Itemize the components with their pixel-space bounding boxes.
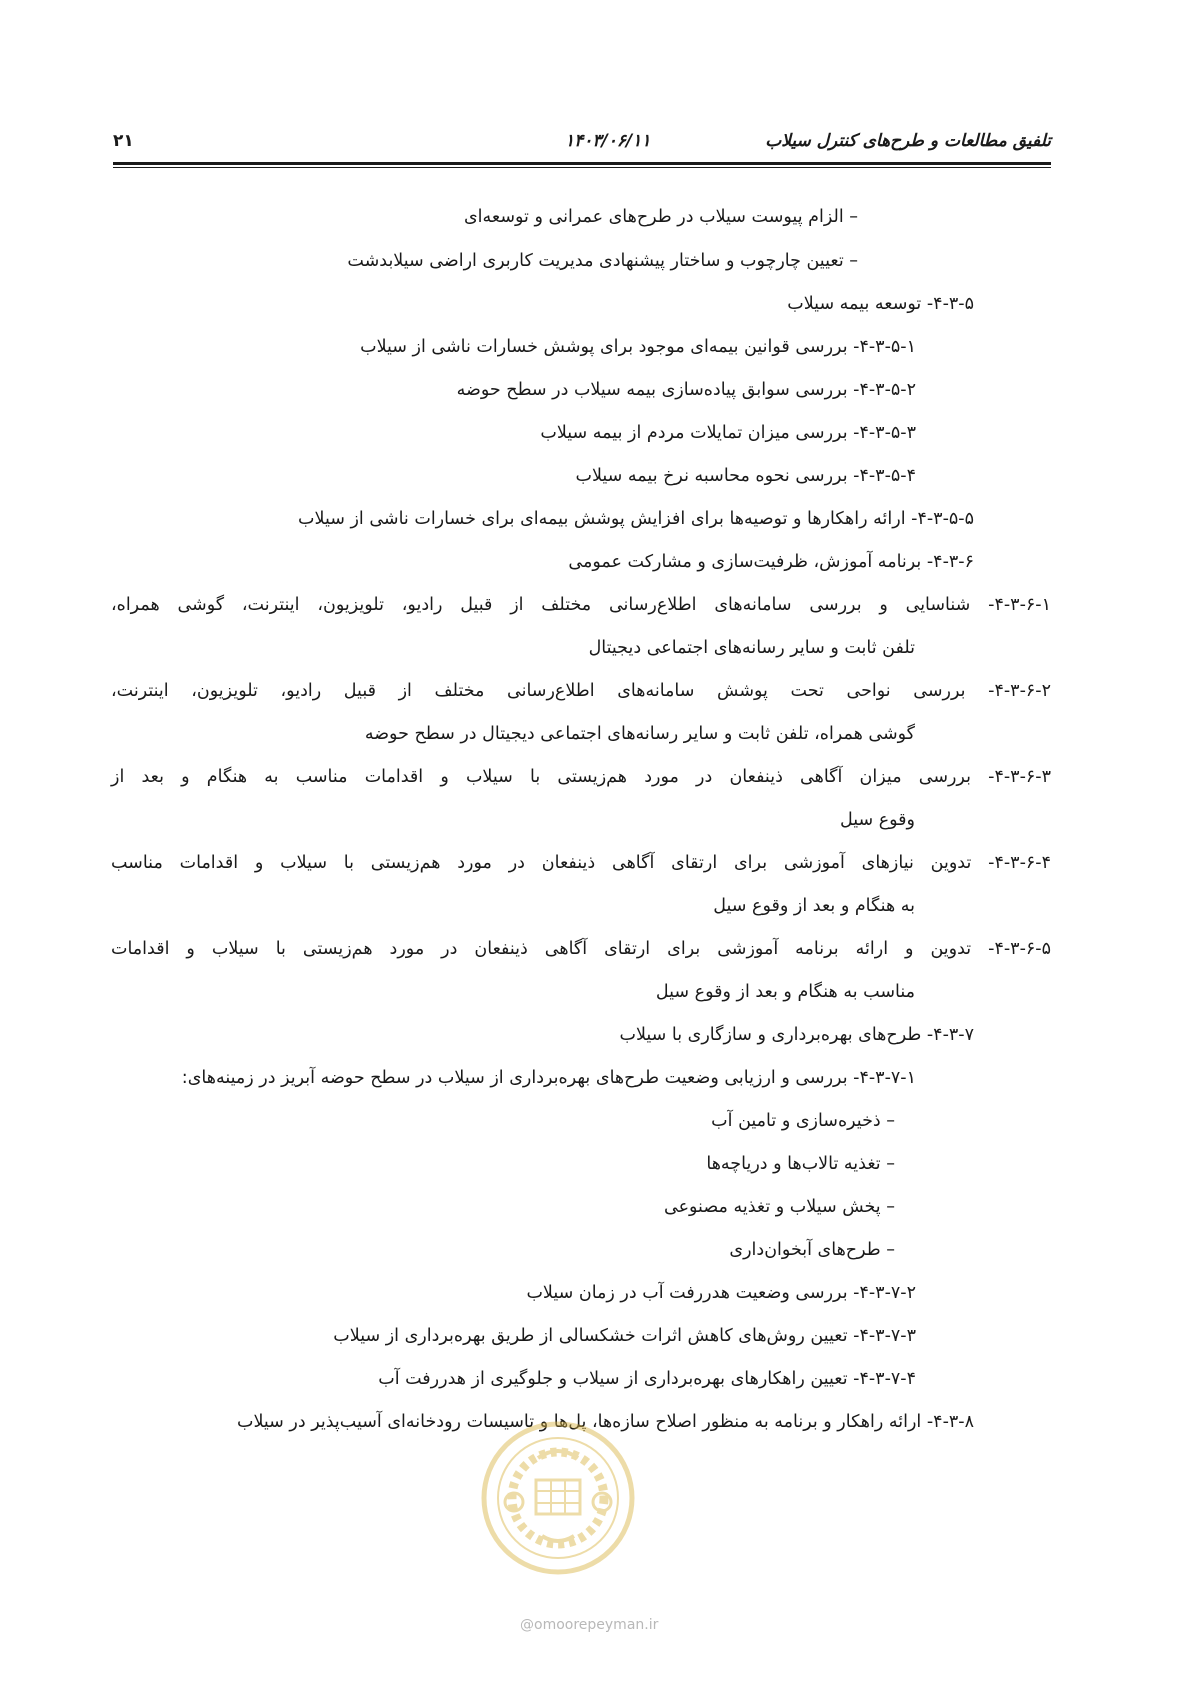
paragraph-line: مناسب به هنگام و بعد از وقوع سیل [655, 982, 915, 1002]
subsection-line: ۴-۳-۵-۲- بررسی سوابق پیاده‌سازی بیمه سیلاب در سطح حوضه [456, 380, 916, 400]
paragraph-line: به هنگام و بعد از وقوع سیل [713, 896, 915, 916]
paragraph-line: ۴-۳-۶-۵- تدوین و ارائه برنامه آموزشی برای ارتقای آگاهی ذینفعان در مورد هم‌زیستی با سیلاب و اقدامات [111, 939, 1051, 959]
header-rule-thick [113, 162, 1051, 165]
subsection-line: ۴-۳-۵-۳- بررسی میزان تمایلات مردم از بیمه سیلاب [540, 423, 916, 443]
paragraph-line: گوشی همراه، تلفن ثابت و سایر رسانه‌های اجتماعی دیجیتال در سطح حوضه [364, 724, 915, 744]
bullet-line: – طرح‌های آبخوان‌داری [729, 1240, 895, 1260]
bullet-line: – تغذیه تالاب‌ها و دریاچه‌ها [706, 1154, 895, 1174]
subsection-line: ۴-۳-۵-۴- بررسی نحوه محاسبه نرخ بیمه سیلاب [575, 466, 916, 486]
section-heading: ۴-۳-۷- طرح‌های بهره‌برداری و سازگاری با سیلاب [619, 1025, 974, 1045]
paragraph-line: تلفن ثابت و سایر رسانه‌های اجتماعی دیجیتال [588, 638, 915, 658]
subsection-line: ۴-۳-۷-۴- تعیین راهکارهای بهره‌برداری از سیلاب و جلوگیری از هدررفت آب [378, 1369, 916, 1389]
section-heading: ۴-۳-۸- ارائه راهکار و برنامه به منظور اصلاح سازه‌ها، پل‌ها و تاسیسات رودخانه‌ای آسیب‌پذیر در سیلاب [236, 1412, 974, 1432]
subsection-line: ۴-۳-۵-۱- بررسی قوانین بیمه‌ای موجود برای پوشش خسارات ناشی از سیلاب [360, 337, 916, 357]
subsection-line: ۴-۳-۷-۱- بررسی و ارزیابی وضعیت طرح‌های بهره‌برداری از سیلاب در سطح حوضه آبریز در زمینه‌های: [181, 1068, 916, 1088]
subsection-line: ۴-۳-۷-۲- بررسی وضعیت هدررفت آب در زمان سیلاب [526, 1283, 916, 1303]
bullet-line: – پخش سیلاب و تغذیه مصنوعی [663, 1197, 895, 1217]
bullet-line: – ذخیره‌سازی و تامین آب [711, 1111, 895, 1131]
paragraph-line: ۴-۳-۶-۳- بررسی میزان آگاهی ذینفعان در مورد هم‌زیستی با سیلاب و اقدامات مناسب به هنگام و بعد از [111, 767, 1051, 787]
page-number: ۲۱ [113, 131, 134, 151]
section-heading: ۴-۳-۶- برنامه آموزش، ظرفیت‌سازی و مشارکت عمومی [568, 552, 974, 572]
watermark-seal-icon [478, 1418, 638, 1578]
header-title: تلفیق مطالعات و طرح‌های کنترل سیلاب [765, 131, 1051, 151]
header-rule-thin [113, 167, 1051, 168]
watermark-url: @omoorepeyman.ir [520, 1617, 659, 1633]
paragraph-line: ۴-۳-۶-۲- بررسی نواحی تحت پوشش سامانه‌های اطلاع‌رسانی مختلف از قبیل رادیو، تلویزیون، اینترنت، [111, 681, 1051, 701]
header-date: ۱۴۰۳/۰۶/۱۱ [565, 131, 651, 151]
paragraph-line: ۴-۳-۶-۴- تدوین نیازهای آموزشی برای ارتقای آگاهی ذینفعان در مورد هم‌زیستی با سیلاب و اقدامات مناسب [111, 853, 1051, 873]
bullet-line: – الزام پیوست سیلاب در طرح‌های عمرانی و توسعه‌ای [463, 207, 858, 227]
section-heading: ۴-۳-۵- توسعه بیمه سیلاب [787, 294, 974, 314]
bullet-line: – تعیین چارچوب و ساختار پیشنهادی مدیریت کاربری اراضی سیلابدشت [347, 251, 858, 271]
subsection-line: ۴-۳-۵-۵- ارائه راهکارها و توصیه‌ها برای افزایش پوشش بیمه‌ای برای خسارات ناشی از سیلاب [298, 509, 974, 529]
paragraph-line: ۴-۳-۶-۱- شناسایی و بررسی سامانه‌های اطلاع‌رسانی مختلف از قبیل رادیو، تلویزیون، اینترنت، گوشی همراه، [111, 595, 1051, 615]
paragraph-line: وقوع سیل [839, 810, 915, 830]
subsection-line: ۴-۳-۷-۳- تعیین روش‌های کاهش اثرات خشکسالی از طریق بهره‌برداری از سیلاب [333, 1326, 916, 1346]
